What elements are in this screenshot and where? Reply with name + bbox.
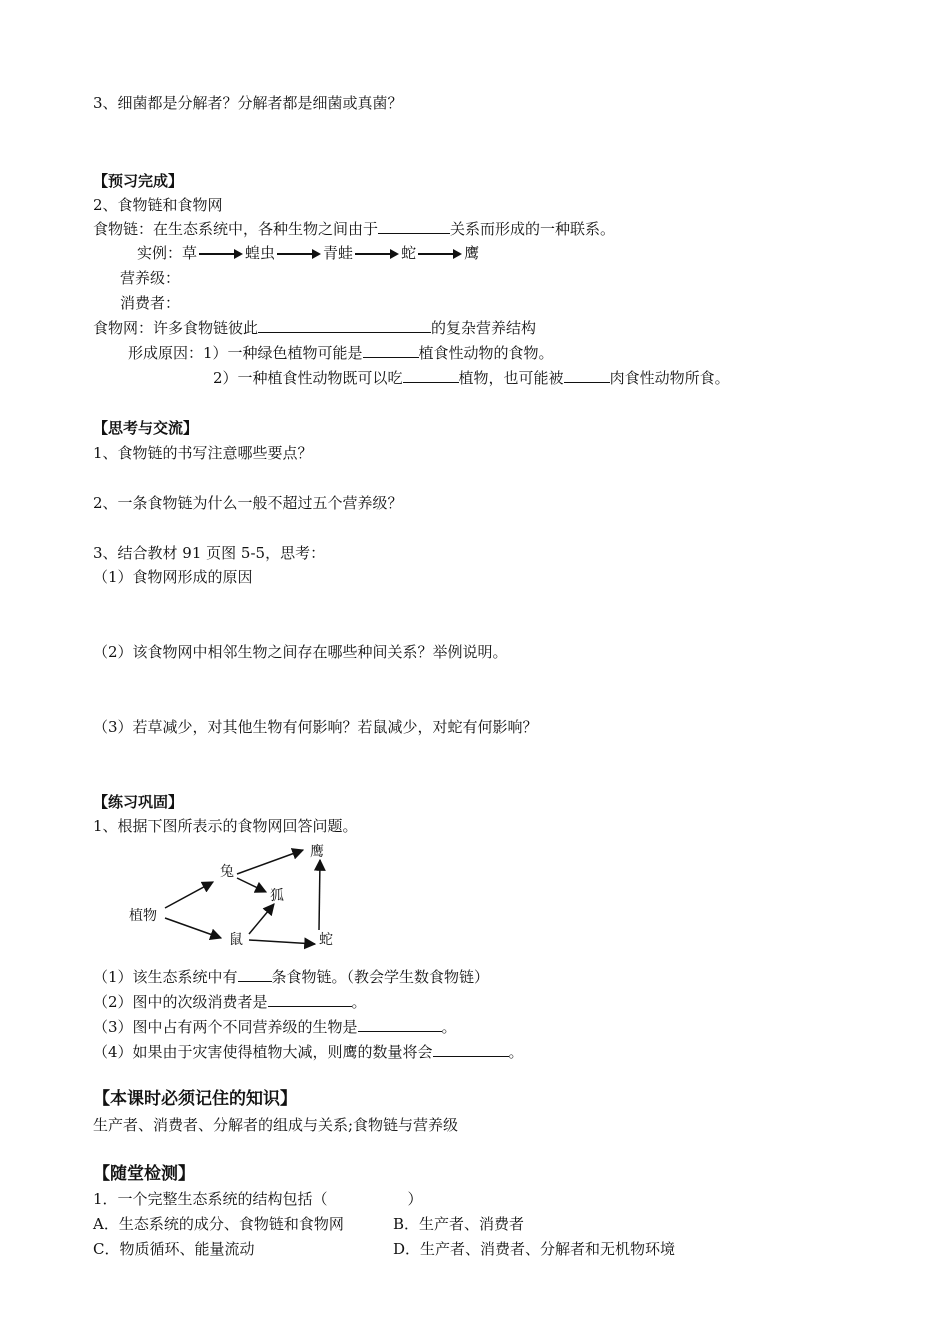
sub2-text-end: 。 <box>351 993 367 1011</box>
test-q1-text: 1．一个完整生态系统的结构包括（ <box>93 1190 328 1208</box>
sub2-text: （2）图中的次级消费者是 <box>93 993 268 1011</box>
food-chain-definition <box>93 219 615 239</box>
option-b: B．生产者、消费者 <box>393 1215 525 1233</box>
preview-heading: 【预习完成】 <box>93 172 184 190</box>
food-web-definition <box>93 318 536 338</box>
edge-snake-hawk <box>319 860 320 930</box>
edge-mouse-fox <box>249 904 274 934</box>
practice-question-1: 1、根据下图所表示的食物网回答问题。 <box>93 817 358 835</box>
food-chain-web-title: 2、食物链和食物网 <box>93 196 223 214</box>
sub4-text: （4）如果由于灾害使得植物大减，则鹰的数量将会 <box>93 1043 433 1061</box>
consumer-label: 消费者： <box>120 294 181 312</box>
chain-organism-locust: 蝗虫 <box>245 244 276 262</box>
food-chain-def-text: 食物链：在生态系统中，各种生物之间由于 <box>93 220 379 238</box>
reason1-text: 形成原因：1）一种绿色植物可能是 <box>128 344 363 362</box>
reason2-text-mid: 植物，也可能被 <box>458 369 564 387</box>
answer-blank[interactable] <box>378 219 450 234</box>
sub3-text-end: 。 <box>441 1018 457 1036</box>
edge-plant-rabbit <box>165 882 213 908</box>
think-question-3-3: （3）若草减少，对其他生物有何影响？若鼠减少，对蛇有何影响？ <box>93 718 538 736</box>
node-rabbit: 兔 <box>220 864 234 880</box>
think-question-3-1: （1）食物网形成的原因 <box>93 568 253 586</box>
answer-blank[interactable] <box>403 368 459 383</box>
trophic-level-label: 营养级： <box>120 269 181 287</box>
test-heading: 【随堂检测】 <box>93 1164 195 1184</box>
practice-sub-1 <box>93 967 489 987</box>
think-question-3-2: （2）该食物网中相邻生物之间存在哪些种间关系？举例说明。 <box>93 643 508 661</box>
node-snake: 蛇 <box>319 932 333 948</box>
node-fox: 狐 <box>270 888 284 904</box>
previous-question-3: 3、细菌都是分解者？分解者都是细菌或真菌？ <box>93 94 403 112</box>
practice-heading: 【练习巩固】 <box>93 793 184 811</box>
sub4-text-end: 。 <box>508 1043 524 1061</box>
reason2-text-end: 肉食性动物所食。 <box>609 369 730 387</box>
memorize-text: 生产者、消费者、分解者的组成与关系;食物链与营养级 <box>93 1116 459 1134</box>
edge-rabbit-hawk <box>237 850 303 874</box>
chain-organism-hawk: 鹰 <box>464 244 480 262</box>
think-question-1: 1、食物链的书写注意哪些要点？ <box>93 444 313 462</box>
reason1-text-end: 植食性动物的食物。 <box>418 344 554 362</box>
food-chain-def-text-end: 关系而形成的一种联系。 <box>450 220 616 238</box>
formation-reason-2 <box>213 368 730 388</box>
test-q1-end: ） <box>407 1190 423 1208</box>
edge-plant-mouse <box>165 918 221 938</box>
arrow-icon <box>277 249 321 259</box>
sub1-text: （1）该生态系统中有 <box>93 968 238 986</box>
arrow-icon <box>418 249 462 259</box>
option-c: C．物质循环、能量流动 <box>93 1240 255 1258</box>
node-plant: 植物 <box>129 908 157 924</box>
answer-blank[interactable] <box>238 967 272 982</box>
answer-blank[interactable] <box>433 1042 509 1057</box>
food-web-def-text-end: 的复杂营养结构 <box>431 319 537 337</box>
arrow-icon <box>355 249 399 259</box>
example-label: 实例： <box>137 244 183 262</box>
practice-sub-4 <box>93 1042 524 1062</box>
answer-blank[interactable] <box>363 343 419 358</box>
reason2-text: 2）一种植食性动物既可以吃 <box>213 369 403 387</box>
think-question-2: 2、一条食物链为什么一般不超过五个营养级？ <box>93 494 403 512</box>
edge-rabbit-fox <box>237 878 266 892</box>
edge-mouse-snake <box>249 940 315 944</box>
node-mouse: 鼠 <box>229 932 243 948</box>
option-d: D．生产者、消费者、分解者和无机物环境 <box>393 1240 676 1258</box>
practice-sub-2 <box>93 992 367 1012</box>
sub1-text-end: 条食物链。（教会学生数食物链） <box>271 968 490 986</box>
food-web-diagram <box>125 840 355 955</box>
answer-blank[interactable] <box>268 992 352 1007</box>
answer-blank[interactable] <box>358 1017 442 1032</box>
answer-blank[interactable] <box>564 368 610 383</box>
food-web-def-text: 食物网：许多食物链彼此 <box>93 319 259 337</box>
food-chain-example <box>137 243 479 263</box>
chain-organism-grass: 草 <box>182 244 198 262</box>
chain-organism-frog: 青蛙 <box>323 244 354 262</box>
answer-blank[interactable] <box>258 318 431 333</box>
formation-reason-1 <box>128 343 554 363</box>
arrow-icon <box>199 249 243 259</box>
sub3-text: （3）图中占有两个不同营养级的生物是 <box>93 1018 358 1036</box>
node-hawk: 鹰 <box>310 844 324 860</box>
option-a: A．生态系统的成分、食物链和食物网 <box>93 1215 344 1233</box>
think-question-3: 3、结合教材 91 页图 5-5，思考： <box>93 544 326 562</box>
practice-sub-3 <box>93 1017 457 1037</box>
think-heading: 【思考与交流】 <box>93 419 199 437</box>
memorize-heading: 【本课时必须记住的知识】 <box>93 1089 297 1109</box>
test-question-1 <box>93 1189 423 1209</box>
chain-organism-snake: 蛇 <box>401 244 417 262</box>
